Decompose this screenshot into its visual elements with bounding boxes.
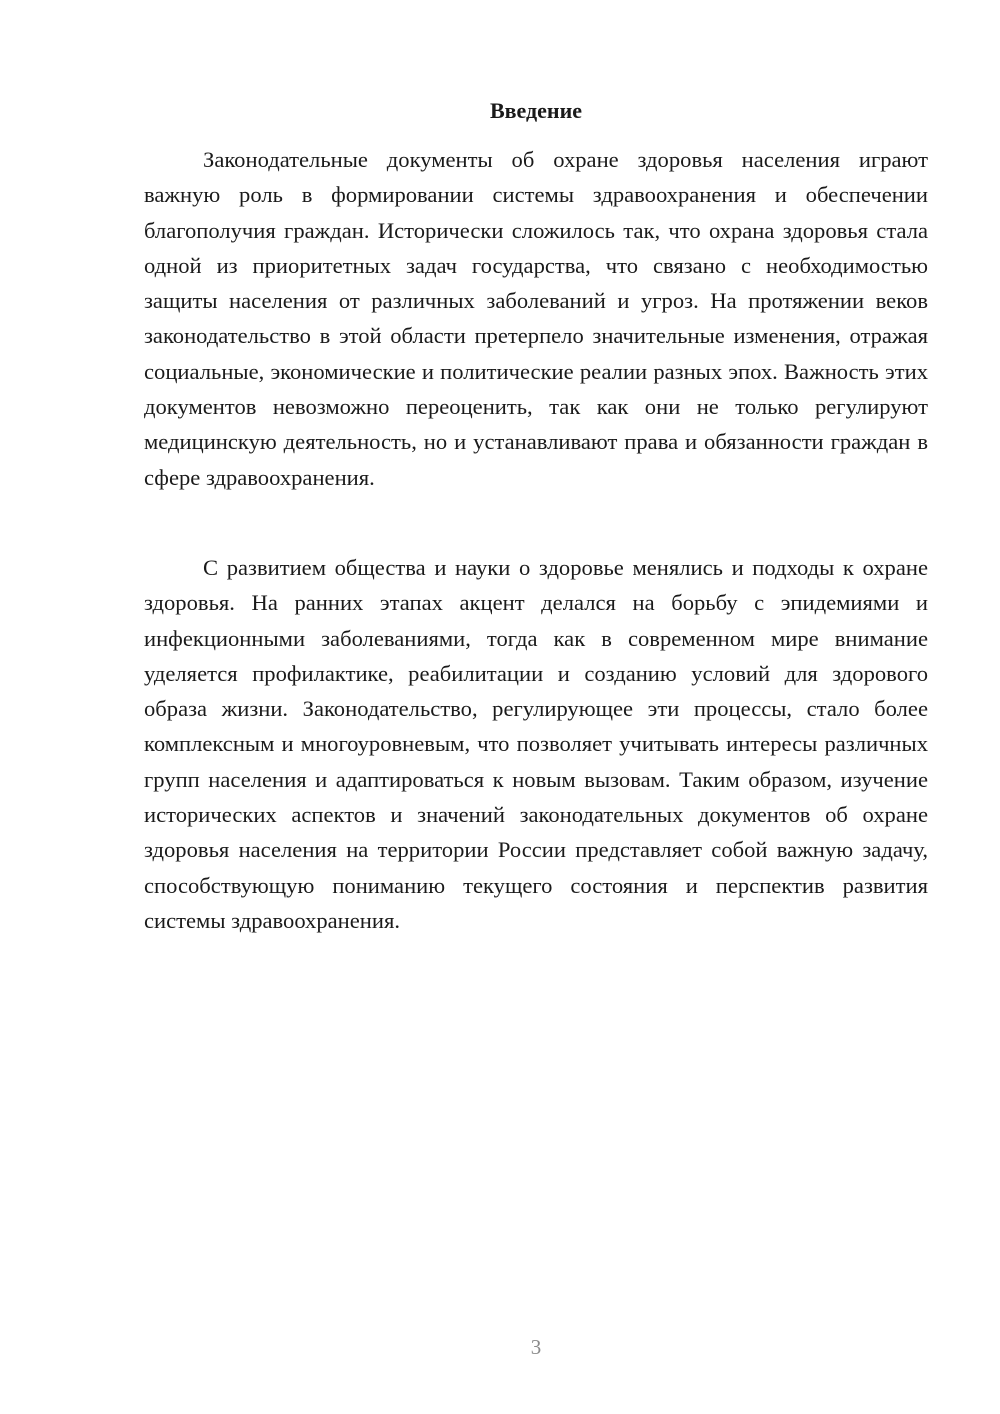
- paragraph-2: С развитием общества и науки о здоровье менялись и подходы к охране здоровья. На ранних этапах акцент делался на борьбу с эпидемиями и инфекционными заболеваниями, тогда как в современном мире внимание уделяется профилактике, реабилитации и созданию условий для здорового образа жизни. Законодательство, регулирующее эти процессы, стало более комплексным и многоуровневым, что позволяет учитывать интересы различных групп населения и адаптироваться к новым вызовам. Таким образом, изучение исторических аспектов и значений законодательных документов об охране здоровья населения на территории России представляет собой важную задачу, способствующую пониманию текущего состояния и перспектив развития системы здравоохранения.: [144, 555, 928, 933]
- page-number: 3: [530, 1335, 542, 1359]
- section-title: Введение: [489, 98, 583, 123]
- paragraph-1: Законодательные документы об охране здоровья населения играют важную роль в формировании системы здравоохранения и обеспечении благополучия граждан. Исторически сложилось так, что охрана здоровья стала одной из приоритетных задач государства, что связано с необходимостью защиты населения от различных заболеваний и угроз. На протяжении веков законодательство в этой области претерпело значительные изменения, отражая социальные, экономические и политические реалии разных эпох. Важность этих документов невозможно переоценить, так как они не только регулируют медицинскую деятельность, но и устанавливают права и обязанности граждан в сфере здравоохранения.: [144, 147, 928, 490]
